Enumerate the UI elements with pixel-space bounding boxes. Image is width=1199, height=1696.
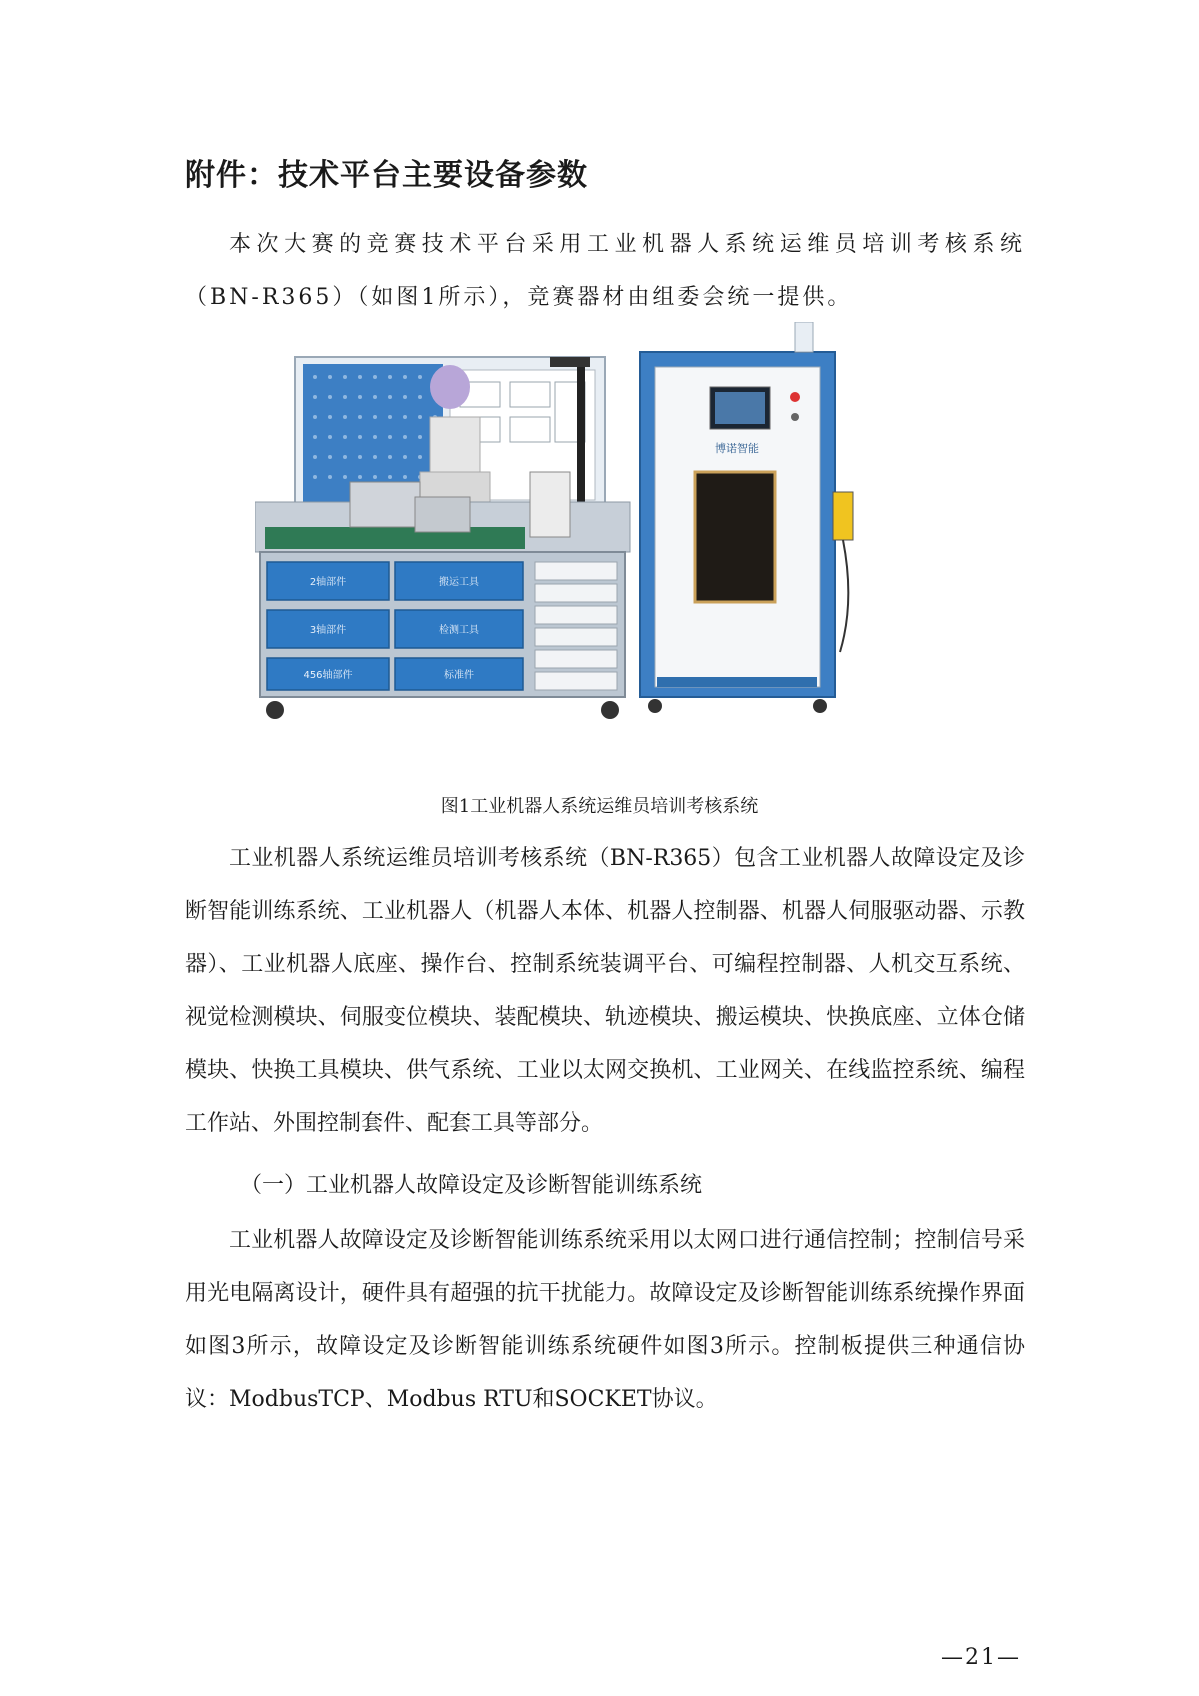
drawer-label: 检测工具 <box>439 625 479 636</box>
drawer-label: 2轴部件 <box>309 577 347 588</box>
intro-paragraph: 本次大赛的竞赛技术平台采用工业机器人系统运维员培训考核系统（BN-R365）（如图1所示），竞赛器材由组委会统一提供。 <box>185 232 1025 310</box>
equipment-photo <box>255 322 935 792</box>
drawer-label: 标准件 <box>444 670 474 681</box>
page-number: —21— <box>941 1645 1021 1670</box>
drawer-label: 456轴部件 <box>303 670 353 681</box>
drawer-label: 3轴部件 <box>309 625 347 636</box>
body-paragraph: 工业机器人系统运维员培训考核系统（BN-R365）包含工业机器人故障设定及诊断智能训练系统、工业机器人（机器人本体、机器人控制器、机器人伺服驱动器、示教器）、工业机器人底座、操作台、控制系统装调平台、可编程控制器、人机交互系统、视觉检测模块、伺服变位模块、装配模块、轨迹模块、搬运模块、快换底座、立体仓储模块、快换工具模块、供气系统、工业以太网交换机、工业网关、在线监控系统、编程工作站、外围控制套件、配套工具等部分。 <box>185 846 1025 1136</box>
figure-caption: 图1工业机器人系统运维员培训考核系统 <box>440 796 759 817</box>
brand-text: 博诺智能 <box>715 442 759 455</box>
subsection-heading: （一）工业机器人故障设定及诊断智能训练系统 <box>240 1173 703 1198</box>
body-paragraph: 工业机器人故障设定及诊断智能训练系统采用以太网口进行通信控制；控制信号采用光电隔离设计，硬件具有超强的抗干扰能力。故障设定及诊断智能训练系统操作界面如图3所示，故障设定及诊断智能训练系统硬件如图3所示。控制板提供三种通信协议：ModbusTCP、Modbus RTU和SOCKET协议。 <box>185 1228 1025 1412</box>
section-heading: 附件：技术平台主要设备参数 <box>185 158 588 193</box>
drawer-label: 搬运工具 <box>439 577 479 588</box>
